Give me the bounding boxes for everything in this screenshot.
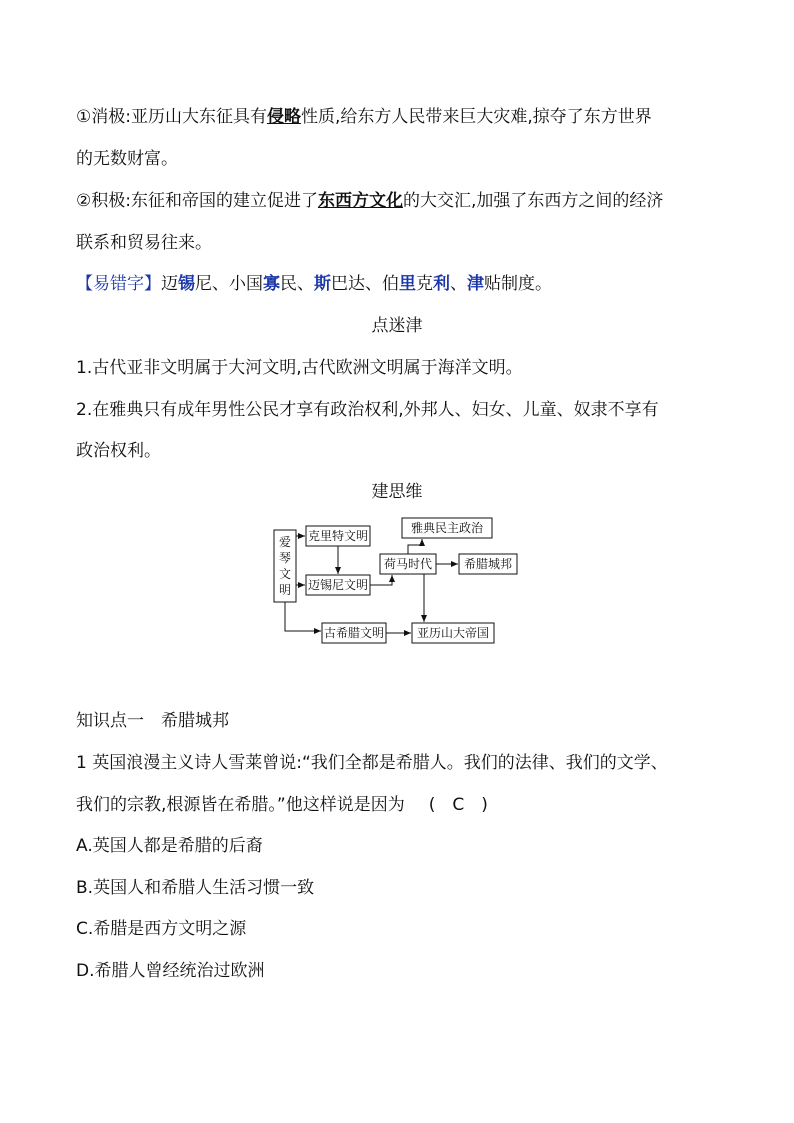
option-a[interactable]: A.英国人都是希腊的后裔 [76,836,263,856]
point-negative-line2: 的无数财富。 [76,149,178,169]
knowledge-heading: 知识点一 希腊城邦 [76,711,229,731]
typo-highlight: 津 [467,274,484,294]
label-aiqin-2: 琴 [278,551,292,565]
label-xila-city: 希腊城邦 [463,557,513,571]
civilization-diagram [0,510,794,660]
typo-line [76,273,552,295]
typo-part: 克 [416,274,433,294]
section-title-mizin: 点迷津 [371,316,423,336]
point-positive-prefix: ②积极:东征和帝国的建立促进了 [76,191,318,211]
typo-part: 尼、小国 [195,274,263,294]
keyword-invasion: 侵略 [266,107,301,127]
point-positive-suffix: 的大交汇,加强了东西方之间的经济 [402,191,664,211]
label-aiqin-1: 爱 [278,535,292,549]
typo-highlight: 锡 [178,274,195,294]
question-1-line2 [76,794,488,816]
label-gu-xila: 古希腊文明 [323,626,385,640]
label-yali: 亚历山大帝国 [416,626,490,640]
point-negative-line1 [76,106,652,128]
option-c[interactable]: C.希腊是西方文明之源 [76,919,247,939]
typo-highlight: 寡 [263,274,280,294]
point-negative-suffix: 性质,给东方人民带来巨大灾难,掠夺了东方世界 [300,107,652,127]
label-kelite: 克里特文明 [307,529,369,543]
typo-heading: 【易错字】 [76,274,161,294]
section-title-siwei: 建思维 [371,482,423,502]
typo-part: 巴达、伯 [331,274,399,294]
point-positive-line2: 联系和贸易往来。 [76,233,212,253]
point-negative-prefix: ①消极:亚历山大东征具有 [76,107,267,127]
typo-part: 、 [450,274,467,294]
label-aiqin-4: 明 [278,583,292,597]
option-b[interactable]: B.英国人和希腊人生活习惯一致 [76,878,315,898]
typo-highlight: 斯 [314,274,331,294]
typo-part: 迈 [161,274,178,294]
option-d[interactable]: D.希腊人曾经统治过欧洲 [76,961,265,981]
typo-part: 民、 [280,274,314,294]
label-yadian: 雅典民主政治 [410,521,484,535]
mizin-item-2-line1: 2.在雅典只有成年男性公民才享有政治权利,外邦人、妇女、儿童、奴隶不享有 [76,400,659,420]
mizin-item-2-line2: 政治权利。 [76,441,161,461]
typo-highlight: 里 [399,274,416,294]
question-1-line1: 1 英国浪漫主义诗人雪莱曾说:“我们全都是希腊人。我们的法律、我们的文学、 [76,753,668,773]
typo-highlight: 利 [433,274,450,294]
question-1-answer: ( C ) [428,795,488,815]
label-homa: 荷马时代 [383,557,433,571]
typo-part: 贴制度。 [484,274,552,294]
mizin-item-1: 1.古代亚非文明属于大河文明,古代欧洲文明属于海洋文明。 [76,358,523,378]
keyword-culture: 东西方文化 [317,191,403,211]
label-aiqin-3: 文 [278,567,292,581]
label-maixini: 迈锡尼文明 [307,578,369,592]
question-1-text: 我们的宗教,根源皆在希腊。”他这样说是因为 [76,795,405,815]
point-positive-line1 [76,190,663,212]
